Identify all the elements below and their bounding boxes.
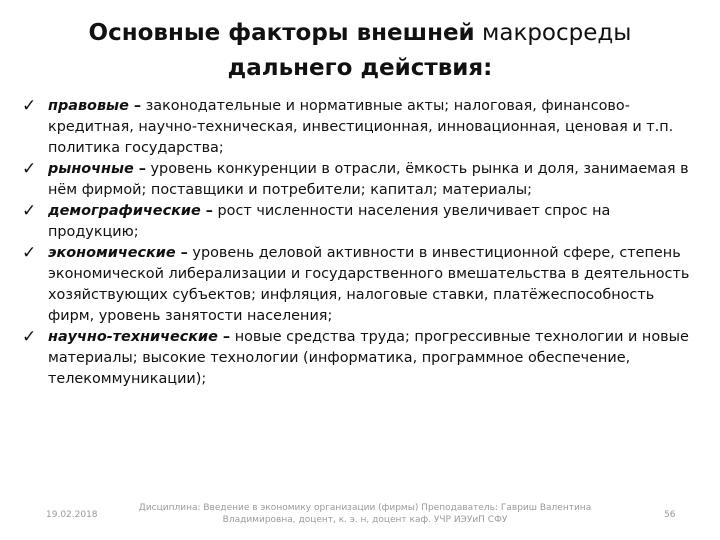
factor-dash: – — [200, 203, 213, 219]
factor-term: рыночные — [48, 161, 134, 177]
title-normal-part: макросреды — [474, 20, 632, 46]
factor-dash: – — [217, 329, 231, 345]
footer-line-1: Дисциплина: Введение в экономику организации (фирмы) Преподаватель: Гавриш Валентина — [138, 503, 592, 513]
title-bold-line-2: дальнего действия: — [227, 55, 493, 81]
factor-market — [20, 159, 700, 201]
checkmark-icon: ✓ — [22, 243, 37, 263]
title-bold-part: Основные факторы внешней — [88, 20, 475, 46]
factor-legal — [20, 96, 700, 159]
factor-economic — [20, 243, 700, 327]
factor-term: правовые — [48, 98, 129, 114]
factor-dash: – — [175, 245, 188, 261]
factor-term: экономические — [48, 245, 176, 261]
footer-line-2: Владимировна, доцент, к. э. н, доцент каф. УЧР ИЭУиП СФУ — [222, 515, 508, 525]
slide-title — [40, 16, 680, 86]
checkmark-icon: ✓ — [22, 159, 37, 179]
footer-page-number: 56 — [664, 510, 676, 520]
factor-term: научно-технические — [48, 329, 218, 345]
factor-text: законодательные и нормативные акты; налоговая, финансово-кредитная, научно-техническая, инвестиционная, инновационная, ценовая и т.п. политика государства; — [48, 98, 674, 156]
factors-list — [20, 96, 700, 390]
factor-scientific-technical — [20, 327, 700, 390]
factor-text: уровень конкуренции в отрасли, ёмкость рынка и доля, занимаемая в нём фирмой; поставщики и потребители; капитал; материалы; — [48, 161, 689, 198]
title-line-1 — [40, 16, 680, 51]
factor-text: рост численности населения увеличивает спрос на продукцию; — [48, 203, 611, 240]
factor-dash: – — [128, 98, 142, 114]
title-line-2 — [40, 51, 680, 86]
footer-date: 19.02.2018 — [46, 510, 98, 520]
factor-dash: – — [133, 161, 146, 177]
checkmark-icon: ✓ — [22, 327, 37, 347]
factor-text: уровень деловой активности в инвестиционной сфере, степень экономической либерализации и государственного вмешательства в деятельность хозяйствующих субъектов; инфляция, налоговые ставки, платёжеспособность фирм, уровень занятости населения; — [48, 245, 690, 324]
footer-course-info — [130, 502, 600, 526]
checkmark-icon: ✓ — [22, 201, 37, 221]
factor-text: новые средства труда; прогрессивные технологии и новые материалы; высокие технологии (информатика, программное обеспечение, телекоммуникации); — [48, 329, 689, 387]
factor-demographic — [20, 201, 700, 243]
factor-term: демографические — [48, 203, 201, 219]
checkmark-icon: ✓ — [22, 96, 37, 116]
